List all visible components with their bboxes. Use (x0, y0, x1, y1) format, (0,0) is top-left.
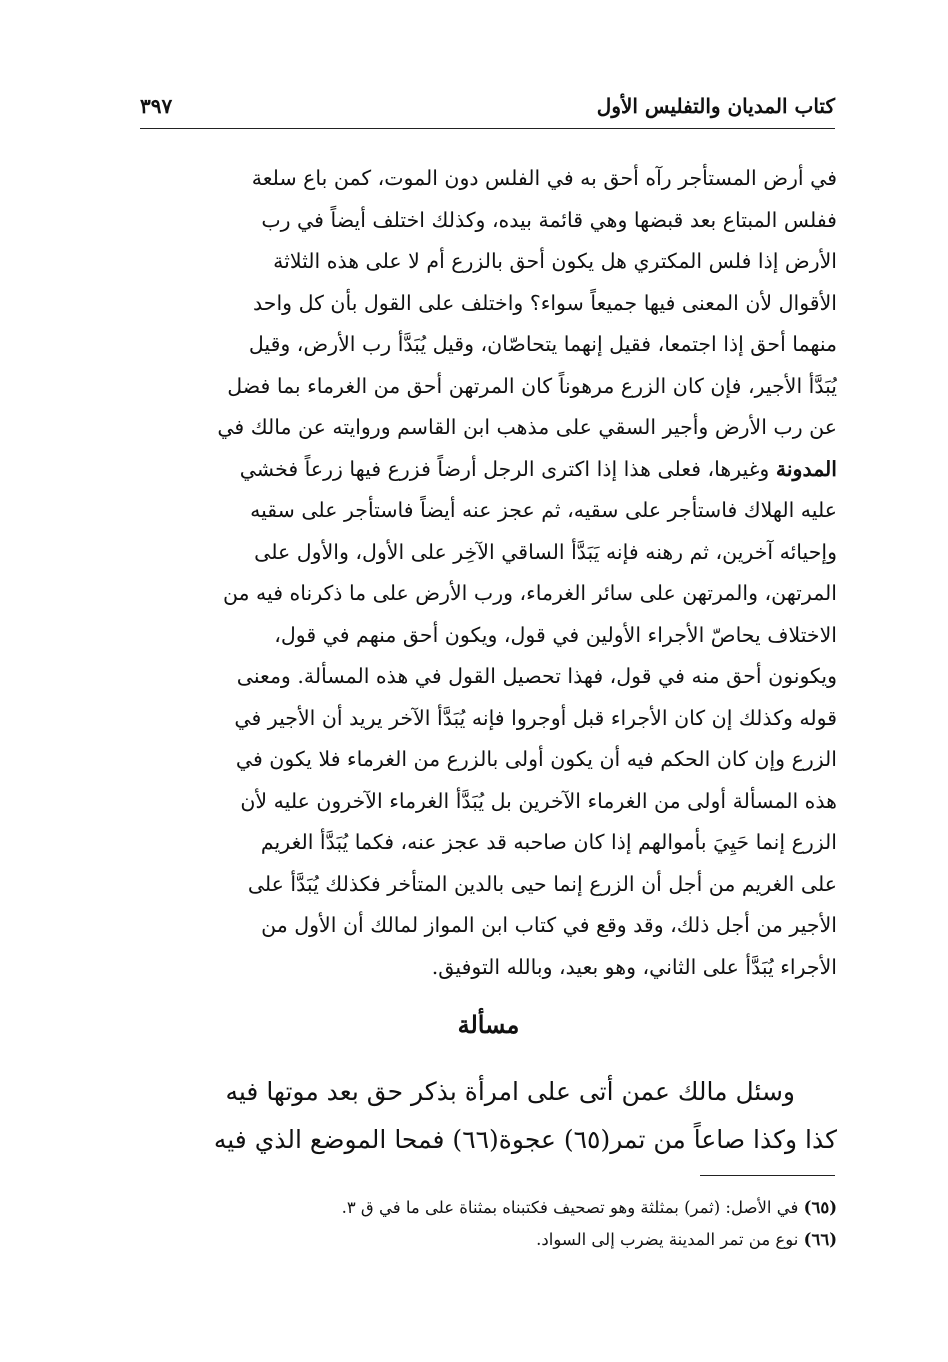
bold-term-mudawwana: المدونة (775, 456, 837, 481)
body-line: المرتهن، والمرتهن على سائر الغرماء، ورب الأرض على ما ذكرناه فيه من (222, 581, 837, 605)
body-line: الأقوال لأن المعنى فيها جميعاً سواء؟ واختلف على القول بأن كل واحد (253, 290, 837, 315)
body-line: في أرض المستأجر رآه أحق به في الفلس دون الموت، كمن باع سلعة (251, 166, 837, 190)
body-line-rest: وغيرها، فعلى هذا إذا اكترى الرجل أرضاً فزرع فيها زرعاً فخشي (239, 456, 776, 481)
body-line: وإحيائه آخرين، ثم رهنه فإنه يَبَدَّأ الساقي الآخِر على الأول، والأول على (254, 539, 837, 564)
body-line: الأجراء يُبَدَّأ على الثاني، وهو بعيد، وبالله التوفيق. (431, 954, 837, 979)
footnote-number: (٦٦) (803, 1230, 837, 1249)
footnote-text: نوع من تمر المدينة يضرب إلى السواد. (536, 1230, 799, 1249)
body-line: هذه المسألة أولى من الغرماء الآخرين بل يُبَدَّأ الغرماء الآخرون عليه لأن (240, 788, 837, 813)
footnote-text: في الأصل: (ثمر) بمثلثة وهو تصحيف فكتبناه بمثناة على ما في ق ٣. (341, 1198, 799, 1217)
body-paragraph (140, 158, 837, 988)
body-line: الأجير من أجل ذلك، وقد وقع في كتاب ابن المواز لمالك أن الأول من (261, 913, 837, 937)
body-line: عليه الهلاك فاستأجر على سقيه، ثم عجز عنه أيضاً فاستأجر على سقيه (250, 498, 837, 522)
body-line: ففلس المبتاع بعد قبضها وهي قائمة بيده، وكذلك اختلف أيضاً في رب (261, 207, 837, 232)
body-line: الزرع وإن كان الحكم فيه أن يكون أولى بالزرع من الغرماء فلا يكون في (235, 747, 837, 771)
footnote-66 (140, 1224, 837, 1256)
running-header (140, 88, 835, 129)
body-line: قوله وكذلك إن كان الأجراء قبل أوجروا فإنه يُبَدَّأ الآخر يريد أن الأجير في (234, 705, 837, 730)
body-line: الزرع إنما حَيِيَ بأموالهم إذا كان صاحبه قد عجز عنه، فكما يُبَدَّأ الغريم (260, 830, 837, 854)
body-line: يُبَدَّأ الأجير، فإن كان الزرع مرهوناً كان المرتهن أحق من الغرماء بما فضل (227, 373, 837, 398)
footnote-65 (140, 1192, 837, 1224)
body-line: الأرض إذا فلس المكتري هل يكون أحق بالزرع أم لا على هذه الثلاثة (273, 249, 837, 273)
question-line: كذا وكذا صاعاً من تمر(٦٥) عجوة(٦٦) فمحا الموضع الذي فيه (213, 1125, 837, 1154)
body-line: منهما أحق إذا اجتمعا، فقيل إنهما يتحاصّان، وقيل يُبَدَّأ رب الأرض، وقيل (248, 332, 837, 356)
question-line: وسئل مالك عمن أتى على امرأة بذكر حق بعد موتها فيه (225, 1077, 795, 1106)
footnote-divider (700, 1175, 835, 1176)
body-line: الاختلاف يحاصّ الأجراء الأولين في قول، ويكون أحق منهم في قول، (274, 622, 837, 647)
page-number: ٣٩٧ (140, 94, 173, 118)
body-line: على الغريم من أجل أن الزرع إنما حيى بالدين المتأخر فكذلك يُبَدَّأ على (247, 871, 837, 896)
body-line: ويكونون أحق منه في قول، فهذا تحصيل القول في هذه المسألة. ومعنى (236, 664, 837, 688)
footnote-number: (٦٥) (803, 1198, 837, 1217)
body-line: عن رب الأرض وأجير السقي على مذهب ابن القاسم وروايته عن مالك في (217, 415, 837, 439)
body-line-with-bold (140, 449, 837, 491)
section-heading: مسألة (457, 1010, 520, 1039)
running-title: كتاب المديان والتفليس الأول (596, 94, 835, 118)
question-paragraph (140, 1068, 837, 1164)
footnotes (140, 1192, 837, 1256)
